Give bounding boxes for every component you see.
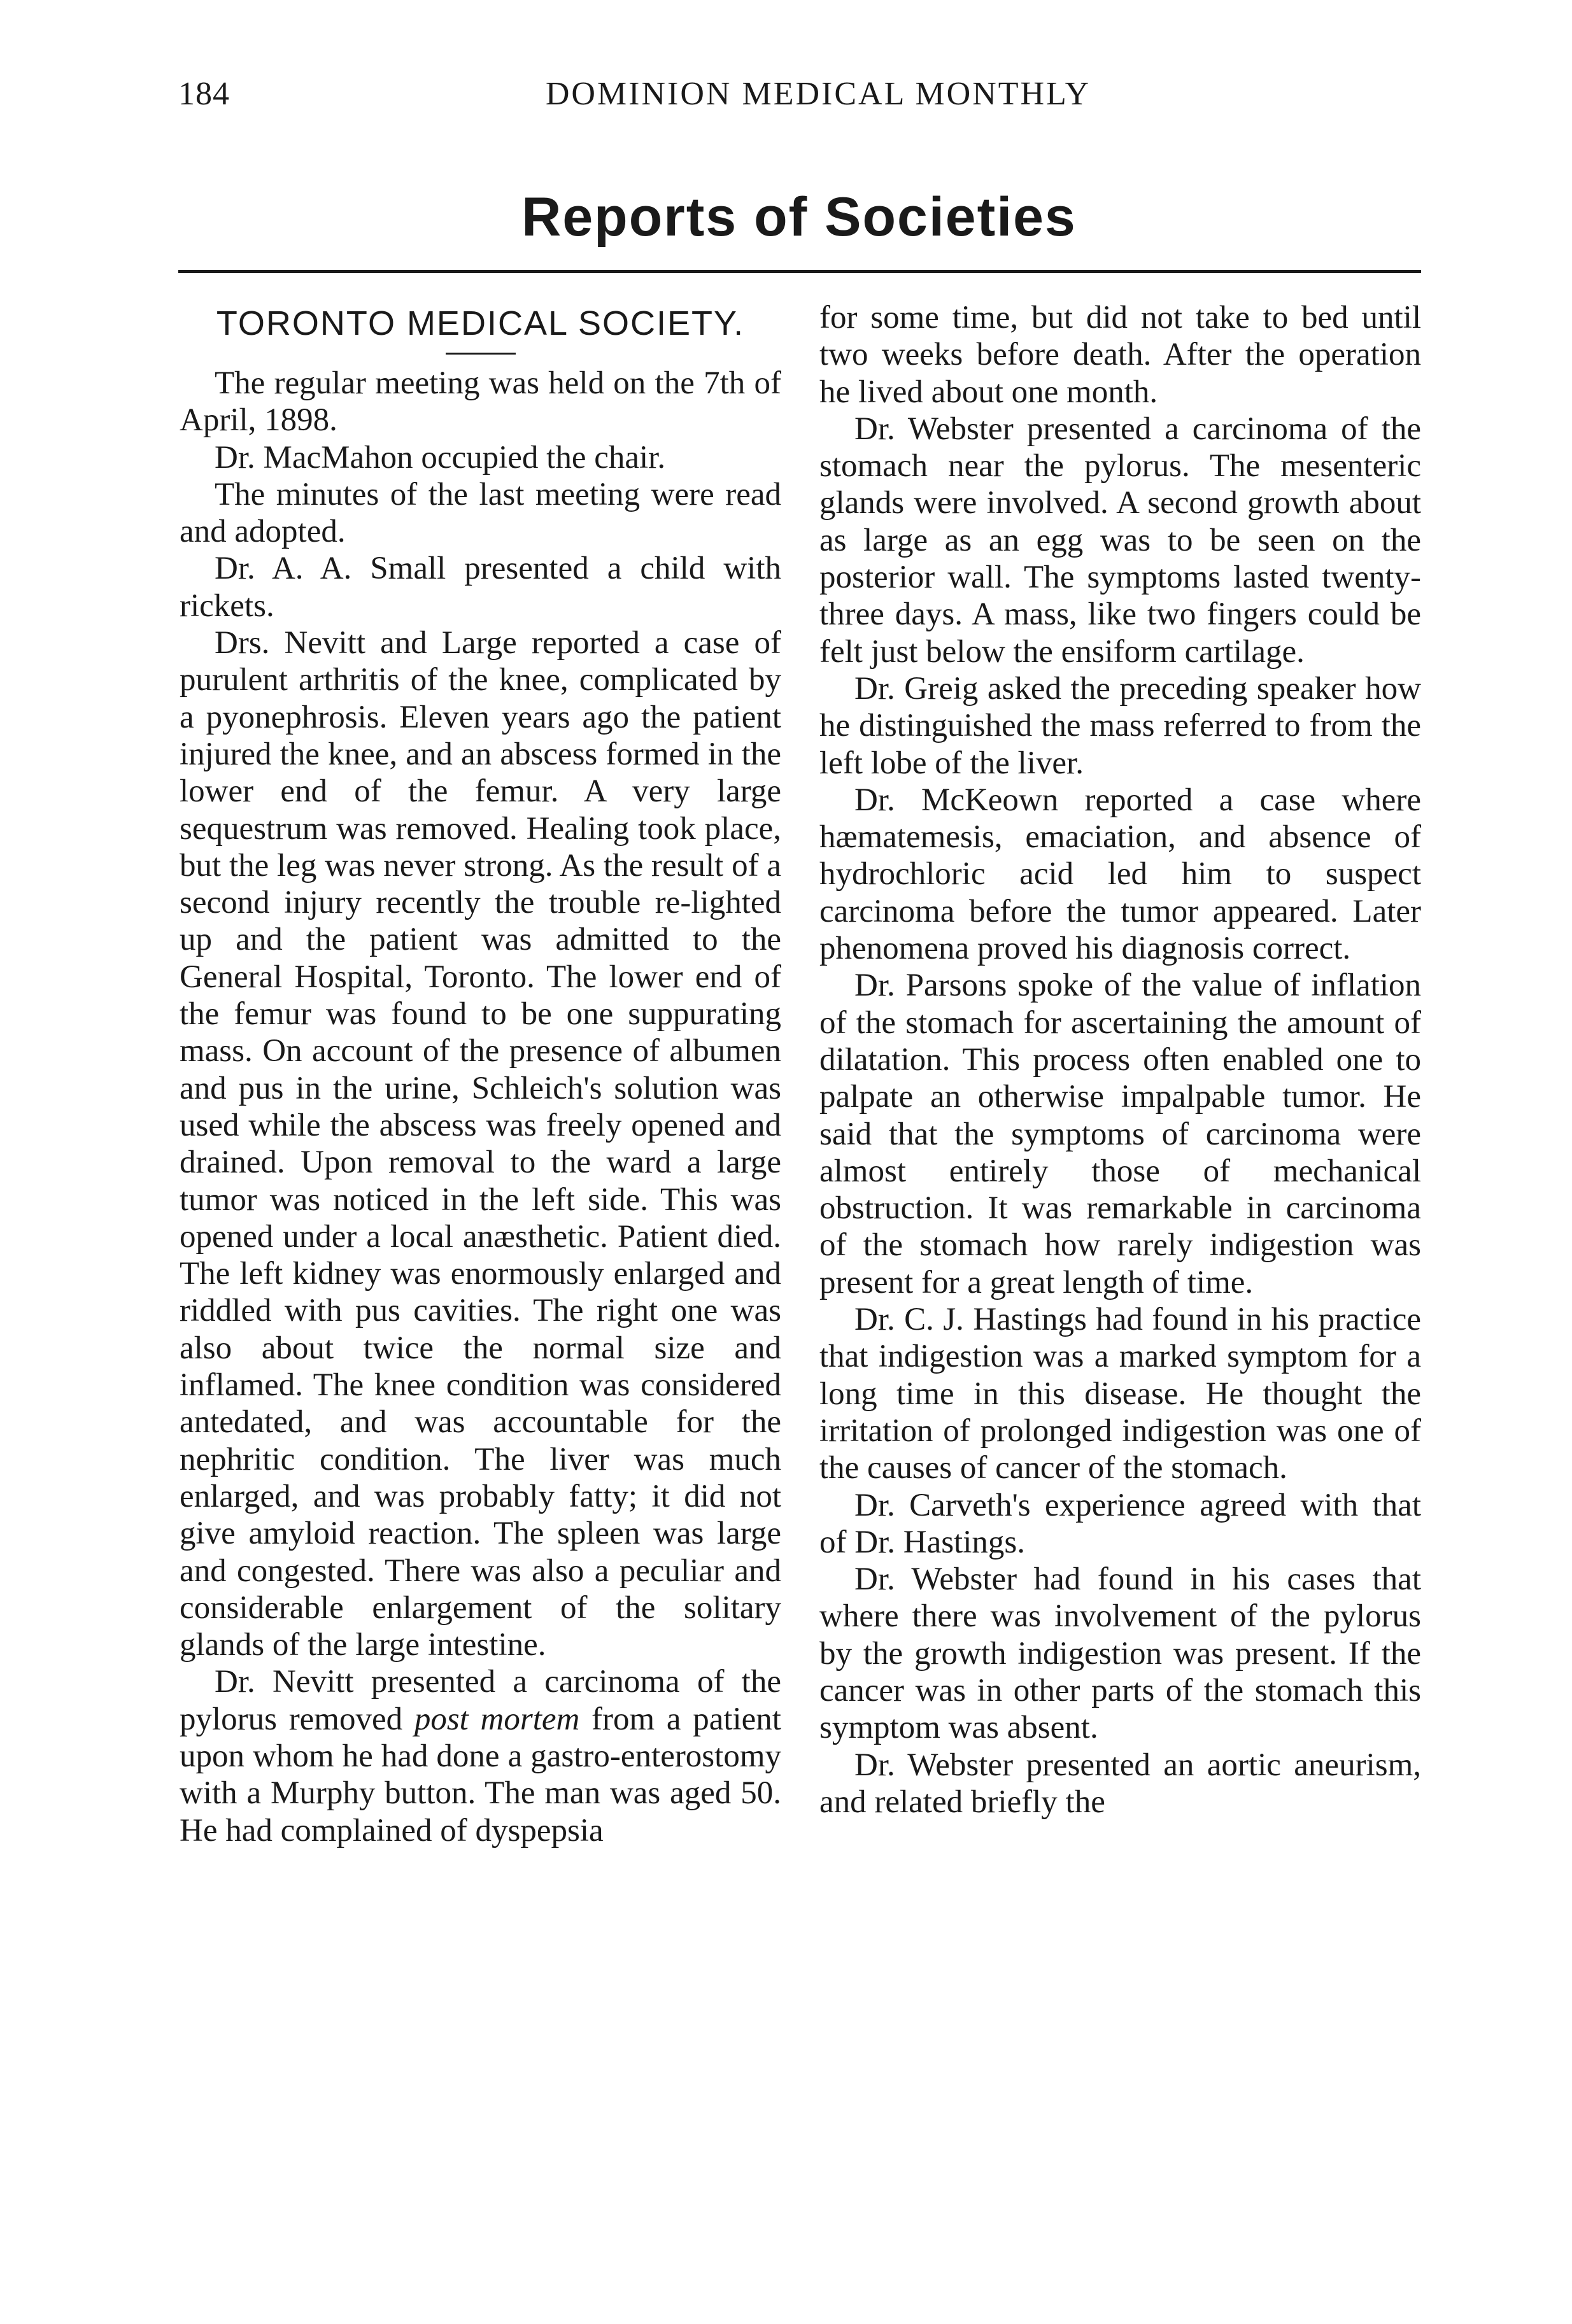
paragraph-rickets: Dr. A. A. Small presented a child with rickets. [180,551,781,624]
paragraph-hastings: Dr. C. J. Hastings had found in his practice that indigestion was a marked symptom for a long time in this disease. He thought the irritation of prolonged indigestion was one of the causes of cancer of the stomach. [819,1302,1421,1486]
paragraph-stomach-carcinoma: Dr. Webster presented a carcinoma of the stomach near the pylorus. The mesenteric glands were involved. A second growth about as large as an egg was to be seen on the posterior wall. The symptoms lasted twenty-three days. A mass, like two fingers could be felt just below the ensiform cartilage. [819,411,1421,670]
latin-term: post mortem [414,1701,580,1737]
right-column [819,299,1421,1820]
paragraph-parsons: Dr. Parsons spoke of the value of inflation of the stomach for ascertaining the amount of dilatation. This process often enabled one to palpate an otherwise impalpable tumor. He said that the symptoms of carcinoma were almost entirely those of mechanical obstruction. It was remarkable in carcinoma of the stomach how rarely indigestion was present for a great length of time. [819,968,1421,1300]
paragraph-meeting-date: The regular meeting was held on the 7th of April, 1898. [180,365,781,439]
paragraph-arthritis-case: Drs. Nevitt and Large reported a case of purulent arthritis of the knee, complicated by a pyonephrosis. Eleven years ago the patient injured the knee, and an abscess formed in the lower end of the femur. A very large sequestrum was removed. Healing took place, but the leg was never strong. As the result of a second injury recently the trouble re-lighted up and the patient was admitted to the General Hospital, Toronto. The lower end of the femur was found to be one suppurating mass. On account of the presence of albumen and pus in the urine, Schleich's solution was used while the abscess was freely opened and drained. Upon removal to the ward a large tumor was noticed in the left side. This was opened under a local anæsthetic. Patient died. The left kidney was enormously enlarged and riddled with pus cavities. The right one was also about twice the normal size and inflamed. The knee condition was considered antedated, and was accountable for the nephritic condition. The liver was much enlarged, and was probably fatty; it did not give amyloid reaction. The spleen was large and congested. There was also a peculiar and considerable enlargement of the solitary glands of the large intestine. [180,625,781,1663]
paragraph-text: Dr. Nevitt presented a carcinoma of the pylorus removed [180,1664,781,1737]
running-head [178,75,1420,126]
paragraph-continuation: for some time, but did not take to bed until two weeks before death. After the operation he lived about one month. [819,300,1421,410]
page-number: 184 [178,76,230,112]
section-divider [178,270,1421,273]
paragraph-webster-aneurism: Dr. Webster presented an aortic aneurism, and related briefly the [819,1747,1421,1820]
left-column [180,299,781,1849]
title-divider [446,353,516,355]
paragraph-carveth: Dr. Carveth's experience agreed with that of Dr. Hastings. [819,1487,1421,1560]
paragraph-pylorus-carcinoma [180,1663,781,1849]
journal-title: DOMINION MEDICAL MONTHLY [545,76,1091,112]
paragraph-chair: Dr. MacMahon occupied the chair. [215,439,666,475]
society-title: TORONTO MEDICAL SOCIETY. [216,304,745,342]
paragraph-minutes: The minutes of the last meeting were read and adopted. [180,476,781,550]
section-heading: Reports of Societies [521,187,1077,248]
paragraph-greig: Dr. Greig asked the preceding speaker how he distinguished the mass referred to from the left lobe of the liver. [819,670,1421,781]
paragraph-mckeown: Dr. McKeown reported a case where hæmatemesis, emaciation, and absence of hydrochloric acid led him to suspect carcinoma before the tumor appeared. Later phenomena proved his diagnosis correct. [819,782,1421,967]
paragraph-text: from a patient upon whom he had done a gastro-enterostomy with a Murphy button. The man was aged 50. He had complained of dyspepsia [180,1701,781,1849]
paragraph-webster-pylorus: Dr. Webster had found in his cases that where there was involvement of the pylorus by the growth indigestion was present. If the cancer was in other parts of the stomach this symptom was absent. [819,1561,1421,1746]
